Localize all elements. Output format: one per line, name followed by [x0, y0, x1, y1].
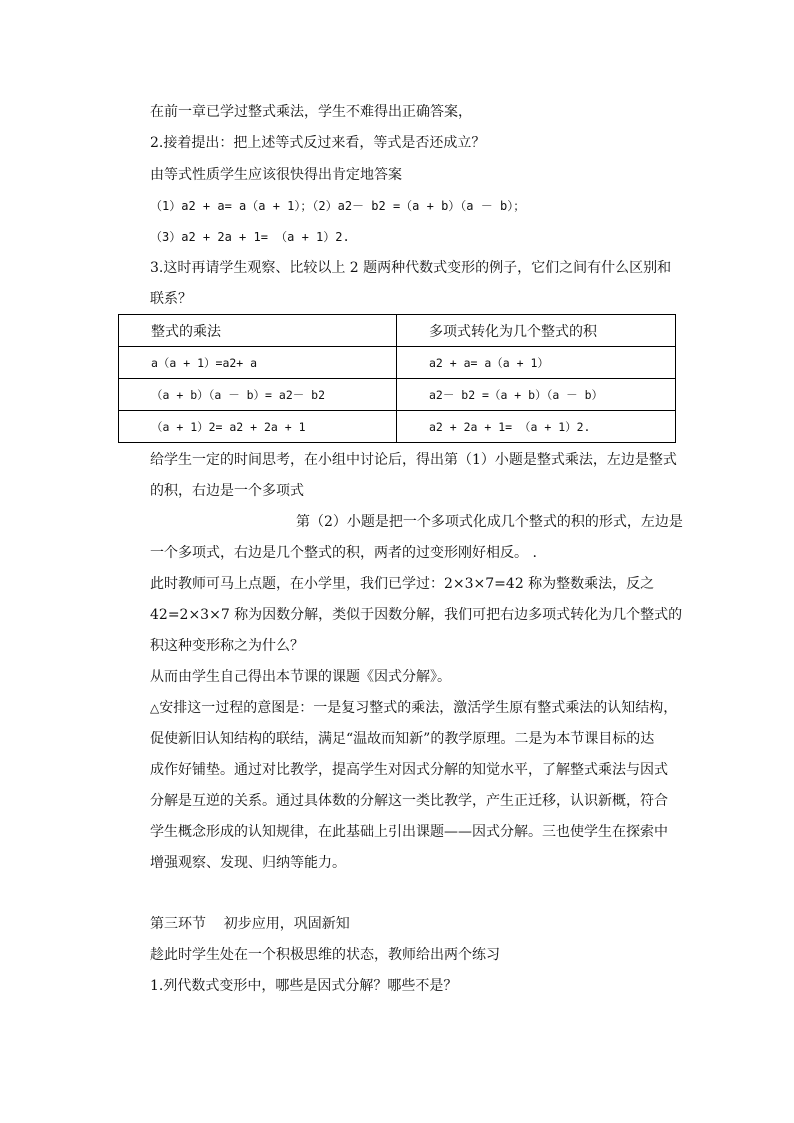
table-cell: a2 + a= a（a + 1） [397, 347, 676, 379]
table-row [119, 411, 676, 443]
table-cell: a（a + 1）=a2+ a [119, 347, 397, 379]
paragraph-intent-line-3: 成作好铺垫。通过对比教学，提高学生对因式分解的知觉水平，了解整式乘法与因式 [150, 762, 668, 778]
paragraph-discussion-line-2: 的积，右边是一个多项式 [150, 483, 304, 499]
paragraph-second-item-line-1: 第（2）小题是把一个多项式化成几个整式的积的形式，左边是 [296, 514, 683, 530]
equation-line-1-2: （1）a2 + a= a（a + 1）；（2）a2－ b2 =（a + b）（a － b）； [150, 199, 526, 213]
paragraph-step-3-line-1: 3.这时再请学生观察、比较以上 2 题两种代数式变形的例子，它们之间有什么区别和 [150, 260, 672, 276]
paragraph-second-item-line-2: 一个多项式，右边是几个整式的积，两者的过变形刚好相反。 . [150, 545, 537, 561]
paragraph-exercise-1: 1.列代数式变形中，哪些是因式分解？哪些不是？ [150, 978, 458, 994]
paragraph-intent-line-2: 促使新旧认知结构的联结，满足“温故而知新”的教学原理。二是为本节课目标的达 [150, 731, 655, 747]
intent-text: 安排这一过程的意图是：一是复习整式的乘法，激活学生原有整式乘法的认知结构， [159, 700, 678, 716]
paragraph-step-2: 2.接着提出：把上述等式反过来看，等式是否还成立？ [150, 135, 486, 151]
table-cell: a2－ b2 =（a + b）（a － b） [397, 379, 676, 411]
paragraph-exercise-intro: 趁此时学生处在一个积极思维的状态，教师给出两个练习 [150, 947, 500, 963]
paragraph-intent-line-4: 分解是互逆的关系。通过具体数的分解这一类比教学，产生正迁移，认识新概，符合 [150, 793, 668, 809]
table-header-cell: 整式的乘法 [119, 315, 397, 347]
table-header-row [119, 315, 676, 347]
table-row [119, 379, 676, 411]
paragraph-intro: 在前一章已学过整式乘法，学生不难得出正确答案， [150, 104, 472, 120]
equation-line-3: （3）a2 + 2a + 1= （a + 1）2. [150, 230, 350, 244]
table-cell: a2 + 2a + 1= （a + 1）2. [397, 411, 676, 443]
paragraph-intent-line-5: 学生概念形成的认知规律，在此基础上引出课题——因式分解。三也使学生在探索中 [150, 824, 668, 840]
paragraph-teacher-line-2: 42=2×3×7 称为因数分解，类似于因数分解，我们可把右边多项式转化为几个整式的 [150, 607, 683, 623]
paragraph-intent-line-1 [150, 698, 677, 718]
paragraph-equality-property: 由等式性质学生应该很快得出肯定地答案 [150, 167, 402, 183]
table-header-cell: 多项式转化为几个整式的积 [397, 315, 676, 347]
table-cell: （a + 1）2= a2 + 2a + 1 [119, 411, 397, 443]
paragraph-teacher-line-3: 积这种变形称之为什么？ [150, 638, 304, 654]
paragraph-teacher-line-1: 此时教师可马上点题，在小学里，我们已学过：2×3×7=42 称为整数乘法，反之 [150, 576, 655, 592]
paragraph-lesson-topic: 从而由学生自己得出本节课的课题《因式分解》。 [150, 669, 451, 685]
table-row [119, 347, 676, 379]
paragraph-step-3-line-2: 联系？ [150, 291, 192, 307]
comparison-table [118, 314, 676, 443]
paragraph-intent-line-6: 增强观察、发现、归纳等能力。 [150, 855, 346, 871]
paragraph-discussion-line-1: 给学生一定的时间思考，在小组中讨论后，得出第（1）小题是整式乘法，左边是整式 [150, 452, 677, 468]
triangle-icon: △ [150, 701, 160, 715]
section-heading-third: 第三环节 初步应用，巩固新知 [150, 916, 350, 932]
table-cell: （a + b）（a － b）= a2－ b2 [119, 379, 397, 411]
